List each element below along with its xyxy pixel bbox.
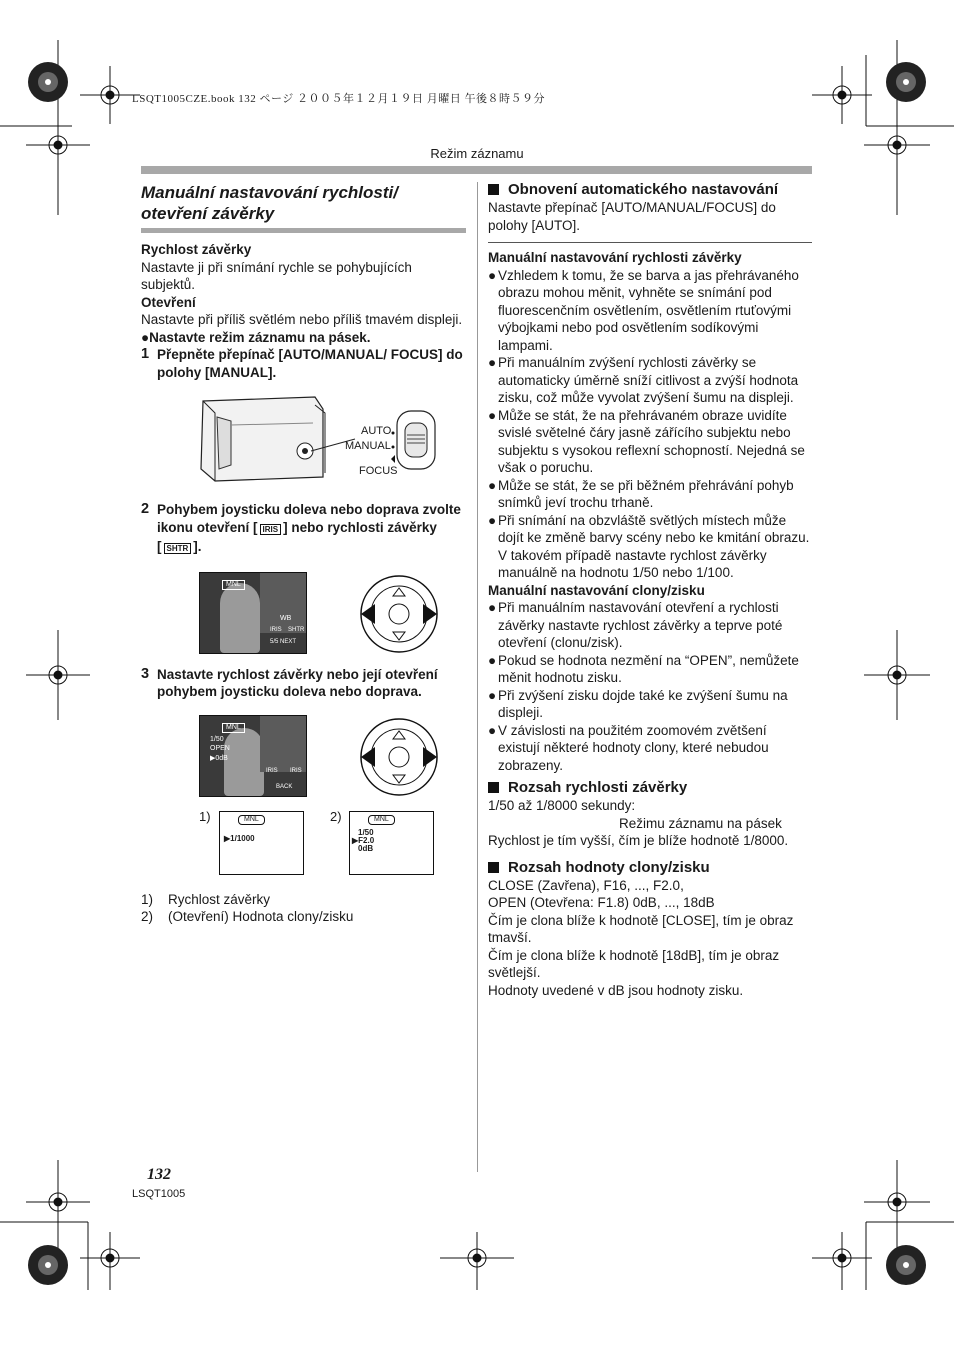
shutter-heading: Rychlost závěrky: [141, 242, 252, 257]
screen-mnl-label: MNL: [222, 580, 245, 590]
right-column: [488, 180, 812, 999]
step2-text-b: ] nebo rychlosti závěrky [: [157, 519, 437, 554]
screen-shtr-label: SHTR: [288, 626, 305, 633]
shtr-icon: SHTR: [164, 543, 192, 554]
list-item: ● Může se stát, že se při běžném přehrávání pohyb snímků jeví trochu trhaně.: [488, 477, 812, 512]
list-item-text: Při manuálním zvýšení rychlosti závěrky se automaticky úměrně sníží citlivost a zvýší hodnota zisku, což může vyvolat zvýšení šumu na displeji.: [498, 355, 799, 405]
screen-iris-label: IRIS: [270, 626, 282, 633]
list-item-text: Může se stát, že se při běžném přehrávání pohyb snímků jeví trochu trhaně.: [498, 477, 794, 510]
tape-mode-note: ●Nastavte režim záznamu na pásek.: [141, 329, 371, 345]
lcd-iris-value: ▶F2.0: [352, 835, 375, 845]
iris-range-line: CLOSE (Zavřena), F16, ..., F2.0,: [488, 877, 684, 893]
screen-wb-label: WB: [280, 614, 292, 622]
lcd-screen-adjust: [199, 715, 307, 797]
manual-iris-heading: Manuální nastavování clony/zisku: [488, 582, 705, 598]
screen-iris-minus: IRIS: [266, 767, 278, 774]
list-item: ● Může se stát, že na přehrávaném obraze uvidíte svislé světelné čáry jasně zářícího subjektu nebo subjektu s vysokou reflexní schopností. Nejedná se však o poruchu.: [488, 407, 812, 477]
lcd-shutter-display: [219, 811, 304, 875]
heading-shutter-range: [488, 778, 812, 797]
iris-range-line: OPEN (Otevřena: F1.8) 0dB, ..., 18dB: [488, 895, 715, 910]
title-rule: [141, 228, 466, 233]
step-text: Nastavte rychlost závěrky nebo její otevření pohybem joysticku doleva nebo doprava.: [157, 666, 438, 699]
left-column: [141, 182, 466, 926]
heading-text: Rozsah rychlosti závěrky: [508, 779, 688, 796]
list-item-text: Vzhledem k tomu, že se barva a jas přehrávaného obrazu mohou měnit, vyhněte se snímání pod fluorescenčním osvětlením, osvětlením rtuťovými výbojkami nebo pod osvětlením sodíkovými lampami.: [498, 267, 799, 353]
page-code: LSQT1005: [132, 1188, 186, 1200]
shutter-text: Nastavte ji při snímání rychle se pohybujících subjektů.: [141, 259, 412, 292]
step2-text-a: Pohybem joysticku doleva nebo doprava zvolte ikonu otevření [: [157, 502, 461, 535]
step-3: [141, 666, 466, 701]
step-text: [157, 501, 466, 558]
screen-mnl-label: MNL: [222, 723, 245, 733]
list-item-text: Může se stát, že na přehrávaném obraze uvidíte svislé světelné čáry jasně zářícího subjektu nebo subjektu s vysokou reflexní schopností. Nejedná se však o poruchu.: [498, 407, 805, 475]
list-item: ● Při zvýšení zisku dojde také ke zvýšení šumu na displeji.: [488, 687, 812, 722]
lcd-examples: [141, 809, 466, 881]
heading-restore-auto: [488, 180, 812, 199]
list-item: ● Pokud se hodnota nezmění na “OPEN”, nemůžete měnit hodnotu zisku.: [488, 652, 812, 687]
square-bullet-icon: [488, 782, 499, 793]
lcd-shutter-value: ▶1/1000: [224, 833, 255, 843]
list-item: ● Při manuálním nastavování otevření a rychlosti závěrky nastavte rychlost závěrky a teprve poté otevření (clonu/zisk).: [488, 599, 812, 652]
lcd2-number: 2): [330, 808, 342, 824]
column-divider: [477, 182, 478, 1172]
step-number: 1: [141, 346, 150, 362]
heading-text: Rozsah hodnoty clony/zisku: [508, 858, 710, 876]
lcd1-number: 1): [199, 808, 211, 824]
page-title: Manuální nastavování rychlosti/ otevření závěrky: [141, 183, 398, 223]
step3-figures: [141, 715, 466, 801]
header-bar: [141, 166, 812, 174]
list-item-text: Při snímání na obzvláště světlých místech může dojít ke změně barvy scény nebo ke kmitání obrazu. V takovém případě nastavte rychlost závěrky manuálně na hodnotu 1/50 nebo 1/100.: [498, 512, 810, 580]
list-item: ● Při manuálním zvýšení rychlosti závěrky se automaticky úměrně sníží citlivost a zvýší hodnota zisku, což může vyvolat zvýšení šumu na displeji.: [488, 354, 812, 407]
screen-iris-plus: IRIS: [290, 767, 302, 774]
camcorder-illustration: [195, 395, 455, 491]
switch-label-focus: FOCUS: [359, 465, 398, 477]
list-item-text: Pokud se hodnota nezmění na “OPEN”, nemůžete měnit hodnotu zisku.: [498, 652, 799, 685]
joystick-icon: [357, 572, 441, 656]
list-item-text: V závislosti na použitém zoomovém zvětšení existují některé hodnoty clony, které nebudou zobrazeny.: [498, 722, 769, 773]
lcd-iris-display: [349, 811, 434, 875]
square-bullet-icon: [488, 862, 499, 873]
shutter-range-value: 1/50 až 1/8000 sekundy:: [488, 798, 636, 813]
heading-iris-range: [488, 858, 812, 877]
heading-text: Obnovení automatického nastavování: [508, 181, 779, 198]
step-number: 2: [141, 501, 150, 517]
square-bullet-icon: [488, 184, 499, 195]
manual-shutter-heading: Manuální nastavování rychlosti závěrky: [488, 250, 742, 265]
screen-next-label: 5/5 NEXT: [270, 638, 297, 645]
iris-range-line: Čím je clona blíže k hodnotě [18dB], tím je obraz světlejší.: [488, 947, 780, 980]
list-item: ● Při snímání na obzvláště světlých místech může dojít ke změně barvy scény nebo ke kmitání obrazu. V takovém případě nastavte rychlost závěrky manuálně na hodnotu 1/50 nebo 1/100.: [488, 512, 812, 582]
camcorder-figure: [141, 395, 466, 495]
photo-background: [260, 716, 306, 772]
page-number: 132: [147, 1166, 171, 1183]
iris-heading: Otevření: [141, 294, 196, 310]
lcd-shutter-value: 1/50: [358, 827, 374, 837]
print-header: LSQT1005CZE.book 132 ページ ２００５年１２月１９日 月曜日 午後８時５９分: [132, 93, 546, 105]
divider: [488, 242, 812, 243]
lcd-mnl-label: MNL: [238, 815, 265, 825]
list-item-text: Při manuálním nastavování otevření a rychlosti závěrky nastavte rychlost závěrky a teprve poté otevření (clonu/zisk).: [498, 600, 783, 650]
shutter-range-note: Rychlost je tím vyšší, čím je blíže hodnotě 1/8000.: [488, 833, 789, 848]
iris-range-line: Hodnoty uvedené v dB jsou hodnoty zisku.: [488, 982, 744, 998]
legend-item-2: 2) (Otevření) Hodnota clony/zisku: [141, 909, 354, 924]
step-number: 3: [141, 665, 150, 682]
step2-figures: [141, 572, 466, 658]
photo-subject: [224, 728, 264, 796]
iris-icon: IRIS: [260, 524, 282, 535]
step-2: [141, 501, 466, 558]
iris-range-line: Čím je clona blíže k hodnotě [CLOSE], tím je obraz tmavší.: [488, 912, 794, 945]
joystick-icon: [357, 715, 441, 799]
lcd-screen-menu: [199, 572, 307, 654]
switch-label-auto: AUTO: [361, 425, 392, 437]
legend-item-1: 1) Rychlost závěrky: [141, 891, 271, 907]
screen-iris-value: OPEN: [210, 744, 230, 752]
restore-text: Nastavte přepínač [AUTO/MANUAL/FOCUS] do polohy [AUTO].: [488, 200, 776, 233]
section-label: Režim záznamu: [430, 146, 524, 161]
switch-label-manual: MANUAL: [345, 440, 391, 452]
screen-gain-value: ▶0dB: [210, 754, 228, 762]
iris-text: Nastavte při příliš světlém nebo příliš tmavém displeji.: [141, 312, 463, 327]
list-item-text: Při zvýšení zisku dojde také ke zvýšení šumu na displeji.: [498, 687, 788, 720]
step-1: [141, 346, 466, 381]
screen-shutter-value: 1/50: [210, 735, 224, 743]
step2-text-c: ].: [193, 539, 202, 554]
screen-back-label: BACK: [276, 783, 293, 790]
photo-background: [260, 573, 306, 633]
list-item: ● V závislosti na použitém zoomovém zvětšení existují některé hodnoty clony, které nebudou zobrazeny.: [488, 722, 812, 775]
step-text: Přepněte přepínač [AUTO/MANUAL/ FOCUS] do polohy [MANUAL].: [157, 347, 463, 380]
photo-subject: [220, 583, 260, 653]
shutter-range-mode: Režimu záznamu na pásek: [619, 815, 782, 831]
list-item: ● Vzhledem k tomu, že se barva a jas přehrávaného obrazu mohou měnit, vyhněte se snímání pod fluorescenčním osvětlením, osvětlením rtuťovými výbojkami nebo pod osvětlením sodíkovými lampami.: [488, 267, 812, 355]
lcd-mnl-label: MNL: [368, 815, 395, 825]
lcd-gain-value: 0dB: [358, 843, 374, 853]
